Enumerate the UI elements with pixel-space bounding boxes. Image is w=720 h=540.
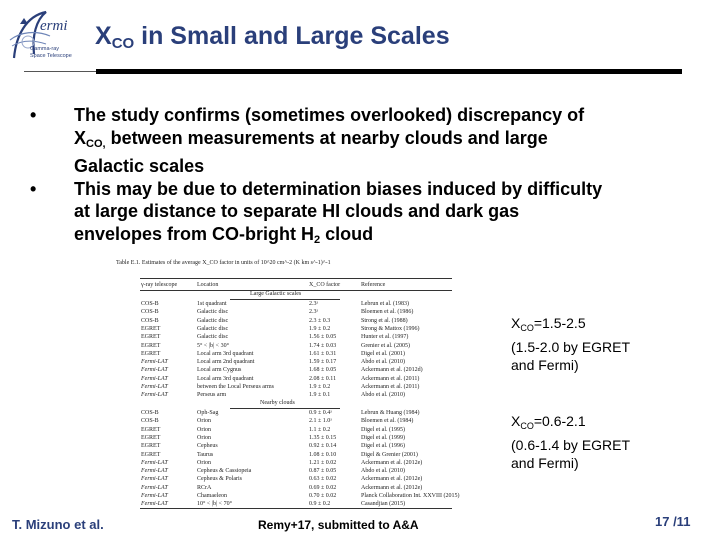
table-cell: 2.3 ± 0.3 (309, 317, 331, 324)
page-number: 17 /11 (655, 514, 691, 529)
table-header-xco: X_CO factor (309, 282, 341, 288)
table-cell: 1.68 ± 0.05 (309, 367, 337, 374)
bullet-item: • The study confirms (sometimes overlooked) discrepancy of $X_{CO,}$ between measurements at nearby clouds and large Galactic scales (30, 105, 585, 176)
footer-reference: Remy+17, submitted to A&A (258, 518, 419, 532)
logo-subtitle: Gamma-ray Space Telescope (30, 46, 72, 59)
table-cell: Strong & Mattox (1996) (361, 325, 420, 332)
table-cell: 0.63 ± 0.02 (309, 476, 337, 483)
table-cell: Abdo et al. (2010) (361, 468, 405, 475)
table-cell: Oph-Sag (197, 410, 219, 416)
table-cell: 1.08 ± 0.10 (309, 451, 337, 458)
table-cell: EGRET (141, 334, 161, 341)
table-cell: 2.08 ± 0.11 (309, 375, 337, 382)
table-cell: Galactic disc (197, 325, 229, 332)
table-cell: Fermi-LAT (141, 459, 168, 466)
table-cell: Fermi-LAT (141, 375, 168, 382)
table-cell: Cepheus (197, 443, 218, 450)
table-cell: Hunter et al. (1997) (361, 334, 409, 341)
table-cell: EGRET (141, 350, 161, 357)
footer-author: T. Mizuno et al. (12, 517, 104, 532)
table-cell: Lebrun & Huang (1984) (361, 410, 420, 416)
table-cell: 10° < |b| < 70° (197, 501, 232, 508)
table-cell: between the Local Perseus arms (197, 384, 274, 390)
table-cell: Fermi-LAT (141, 493, 168, 499)
table-header-location: Location (197, 282, 219, 288)
bullet-list (30, 104, 710, 251)
title-rule (96, 69, 682, 74)
table-cell: 0.92 ± 0.14 (309, 443, 337, 450)
table-cell: COS-B (141, 410, 159, 416)
table-cell: 1.74 ± 0.03 (309, 342, 337, 349)
table-cell: Local arm 3rd quadrant (197, 350, 254, 357)
table-cell: Fermi-LAT (141, 384, 168, 390)
table-cell: Fermi-LAT (141, 468, 168, 475)
table-cell: Local arm Cygnus (197, 367, 242, 374)
table-cell: 0.87 ± 0.05 (309, 468, 337, 475)
table-cell: 1.9 ± 0.2 (309, 384, 331, 390)
table-cell: COS-B (141, 301, 159, 307)
table-rule-bottom (140, 508, 452, 509)
table-section-large: Large Galactic scales (250, 291, 302, 297)
title-rule-thin (24, 71, 96, 72)
table-cell: Digel et al. (2001) (361, 350, 405, 357)
bullet-item: • This may be due to determination biases induced by difficulty at large distance to separate HI clouds and dark gas envelopes from CO-bright $H_2$ cloud (30, 178, 603, 246)
table-cell: 0.9 ± 0.2 (309, 501, 331, 508)
note-nearby-clouds: $X_{CO}=0.6-2.1$ (0.6-1.4 by EGRET and Fermi) (511, 413, 631, 471)
table-cell: Taurus (197, 451, 214, 458)
table-cell: 1.59 ± 0.17 (309, 359, 337, 366)
table-cell: Ackermann et al. (2012d) (361, 367, 423, 374)
table-cell: Lebrun et al. (1983) (361, 301, 409, 307)
table-cell: Ackermann et al. (2011) (361, 375, 420, 382)
table-cell: Fermi-LAT (141, 476, 168, 483)
table-cell: 1st quadrant (197, 301, 227, 307)
table-cell: Bloemen et al. (1984) (361, 418, 414, 425)
table-cell: Bloemen et al. (1986) (361, 309, 414, 316)
table-cell: 0.69 ± 0.02 (309, 484, 337, 491)
table-cell: 1.1 ± 0.2 (309, 426, 331, 433)
table-cell: Abdo et al. (2010) (361, 359, 405, 366)
table-cell: 0.70 ± 0.02 (309, 493, 337, 499)
table-cell: 1.9 ± 0.2 (309, 325, 331, 332)
table-cell: Local arm 3rd quadrant (197, 375, 254, 382)
table-cell: EGRET (141, 325, 161, 332)
table-cell: Fermi-LAT (141, 501, 168, 508)
table-cell: EGRET (141, 451, 161, 458)
table-cell: 2.3ᵃ (309, 309, 319, 316)
table-cell: 1.61 ± 0.31 (309, 350, 337, 357)
table-cell: Galactic disc (197, 334, 229, 341)
table-cell: Galactic disc (197, 309, 229, 316)
table-cell: COS-B (141, 418, 159, 425)
table-cell: EGRET (141, 434, 161, 441)
table-cell: Ackermann et al. (2012e) (361, 484, 423, 491)
table-cell: Cepheus & Polaris (197, 476, 242, 483)
table-cell: Digel et al. (1995) (361, 426, 405, 433)
bullet-dot-icon: • (30, 178, 37, 199)
table-cell: EGRET (141, 443, 161, 450)
table-cell: Orion (197, 459, 211, 466)
table-cell: Planck Collaboration Int. XXVIII (2015) (361, 493, 460, 499)
table-header-telescope: γ-ray telescope (141, 282, 178, 288)
table-cell: Fermi-LAT (141, 484, 168, 491)
table-cell: 1.9 ± 0.1 (309, 392, 331, 399)
table-cell: Fermi-LAT (141, 359, 168, 366)
table-cell: 0.9 ± 0.4ᵃ (309, 410, 332, 416)
table-cell: 5° < |b| < 30° (197, 342, 229, 349)
table-cell: Orion (197, 418, 211, 425)
table-cell: 1.35 ± 0.15 (309, 434, 337, 441)
table-cell: Ackermann et al. (2012e) (361, 459, 423, 466)
table-cell: Orion (197, 426, 211, 433)
table-cell: Strong et al. (1988) (361, 317, 408, 324)
bullet-dot-icon: • (30, 105, 37, 125)
table-cell: Perseus arm (197, 392, 227, 399)
table-cell: Chamaeleon (197, 493, 227, 499)
table-cell: 2.3ᵃ (309, 301, 319, 307)
table-cell: Fermi-LAT (141, 392, 168, 399)
table-cell: Casandjian (2015) (361, 501, 406, 508)
table-cell: EGRET (141, 342, 161, 349)
table-cell: Abdo et al. (2010) (361, 392, 405, 399)
table-cell: COS-B (141, 309, 159, 316)
table-cell: COS-B (141, 317, 159, 324)
xco-table-figure (110, 258, 504, 510)
table-cell: Cepheus & Cassiopeia (197, 468, 252, 475)
table-cell: Orion (197, 434, 211, 441)
table-cell: Digel & Grenier (2001) (361, 451, 418, 458)
table-cell: Fermi-LAT (141, 367, 168, 374)
slide-title: $X_{CO}$ in Small and Large Scales (95, 22, 450, 52)
table-header-reference: Reference (361, 282, 386, 288)
table-cell: 2.1 ± 1.0ᵃ (309, 418, 332, 425)
table-rule-section (230, 299, 340, 300)
table-cell: RCrA (197, 484, 212, 491)
table-cell: Ackermann et al. (2012e) (361, 476, 423, 483)
table-cell: Local arm 2nd quadrant (197, 359, 255, 366)
table-cell: Digel et al. (1999) (361, 434, 405, 441)
table-cell: Galactic disc (197, 317, 229, 324)
table-cell: 1.56 ± 0.05 (309, 334, 337, 341)
logo-wordmark: ermi (40, 18, 68, 34)
table-rule-top (140, 278, 452, 279)
table-cell: Ackermann et al. (2011) (361, 384, 420, 390)
table-cell: Digel et al. (1996) (361, 443, 405, 450)
table-section-nearby: Nearby clouds (260, 400, 295, 406)
table-cell: Grenier et al. (2005) (361, 342, 410, 349)
table-cell: 1.21 ± 0.02 (309, 459, 337, 466)
table-cell: EGRET (141, 426, 161, 433)
note-large-scales: $X_{CO}=1.5-2.5$ (1.5-2.0 by EGRET and Fermi) (511, 315, 631, 373)
table-caption: Table E.1. Estimates of the average X_CO factor in units of 10^20 cm^-2 (K km s^-1)^-1 (116, 260, 331, 266)
fermi-logo (6, 6, 78, 66)
